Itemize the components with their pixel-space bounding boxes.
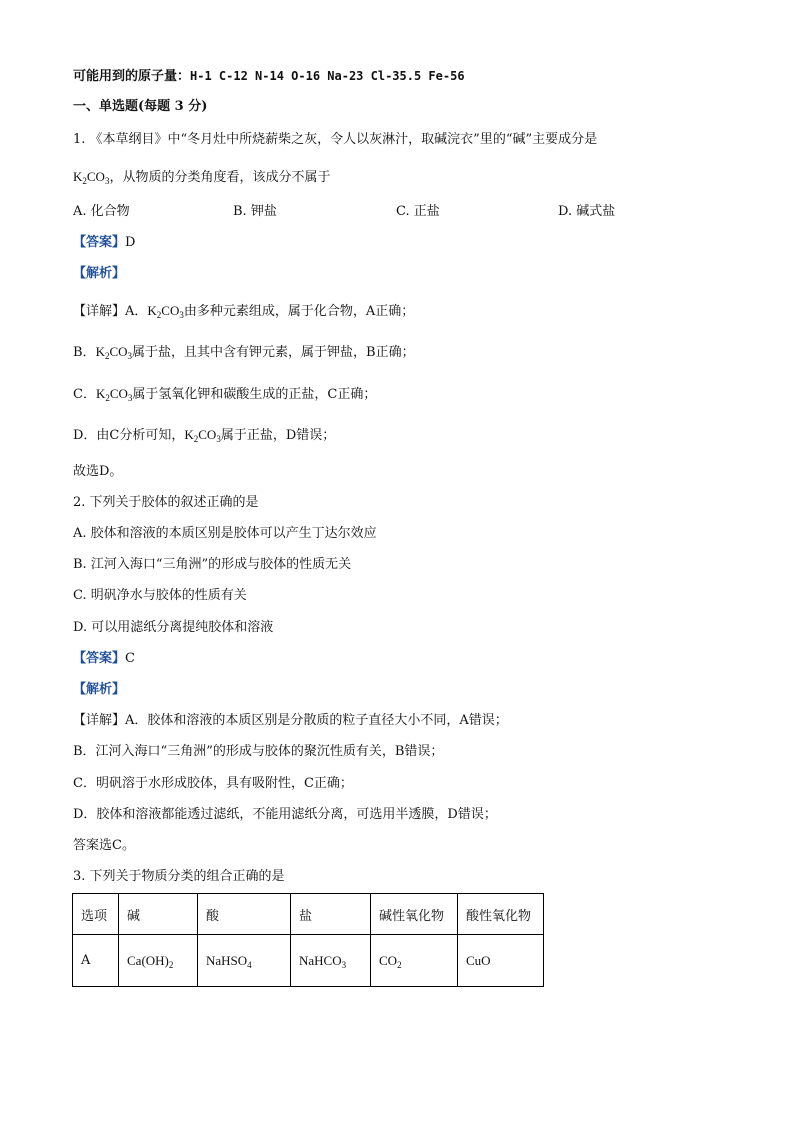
q1-answer [73, 234, 135, 252]
table-cell-option: A [73, 935, 119, 987]
q1-option-b: B. 钾盐 [233, 204, 277, 219]
q1-option-a: A. 化合物 [73, 204, 130, 219]
q3-classification-table [72, 893, 544, 987]
q2-detail-d: D．胶体和溶液都能透过滤纸，不能用滤纸分离，可选用半透膜，D错误； [73, 807, 497, 822]
q2-option-a: A. 胶体和溶液的本质区别是胶体可以产生丁达尔效应 [73, 526, 377, 541]
q3-stem: 3. 下列关于物质分类的组合正确的是 [73, 869, 285, 884]
q2-option-c: C. 明矾净水与胶体的性质有关 [73, 588, 247, 603]
q1-detail-c: C．$K_2CO_3$属于氢氧化钾和碳酸生成的正盐，C正确； [73, 386, 377, 403]
answer-label: 【答案】 [73, 651, 126, 666]
table-header-row [73, 894, 544, 935]
table-cell-salt: NaHCO$_3$ [291, 935, 371, 987]
atomic-mass-label: 可能用到的原子量： [73, 69, 191, 84]
atomic-mass-header [73, 67, 465, 86]
q2-option-b: B. 江河入海口“三角洲”的形成与胶体的性质无关 [73, 557, 352, 572]
q2-conclusion: 答案选C。 [73, 838, 135, 853]
q2-detail-a: 【详解】A．胶体和溶液的本质区别是分散质的粒子直径大小不同，A错误； [73, 713, 508, 728]
q1-detail-b-formula: $K_2CO_3$ [95, 344, 133, 361]
q1-detail-d-formula: $K_2CO_3$ [184, 427, 221, 444]
table-cell-acid: NaHSO$_4$ [198, 935, 291, 987]
q1-formula: $K_2CO_3$ [73, 169, 110, 186]
table-header-cell: 酸性氧化物 [458, 894, 544, 935]
q1-stem-suffix: ，从物质的分类角度看，该成分不属于 [109, 170, 331, 185]
q1-detail-c-formula: $K_2CO_3$ [95, 386, 133, 403]
atomic-mass-values: H-1 C-12 N-14 O-16 Na-23 Cl-35.5 Fe-56 [190, 69, 465, 83]
table-header-cell: 选项 [73, 894, 119, 935]
q2-detail-b: B．江河入海口“三角洲”的形成与胶体的聚沉性质有关，B错误； [73, 744, 444, 759]
q2-option-d: D. 可以用滤纸分离提纯胶体和溶液 [73, 620, 274, 635]
q1-stem-line2 [73, 168, 330, 187]
q1-conclusion: 故选D。 [73, 464, 123, 479]
q1-detail-a-formula: $K_2CO_3$ [147, 303, 184, 320]
q1-detail-a: 【详解】A．$K_2CO_3$由多种元素组成，属于化合物，A正确； [73, 303, 415, 320]
q2-answer-value: C [125, 651, 135, 666]
q2-analysis-label: 【解析】 [73, 682, 126, 697]
q1-analysis-label: 【解析】 [73, 266, 126, 281]
answer-label: 【答案】 [73, 235, 126, 250]
q1-option-c: C. 正盐 [396, 204, 440, 219]
table-cell-basic-oxide: $CO_2$ [371, 935, 458, 987]
section-title: 一、单选题(每题 3 分) [73, 99, 208, 114]
table-row [73, 935, 544, 987]
q1-stem-line1: 1. 《本草纲目》中“冬月灶中所烧薪柴之灰，令人以灰淋汁，取碱浣衣”里的“碱”主要成分是 [73, 132, 598, 147]
table-header-cell: 酸 [198, 894, 291, 935]
q1-detail-d: D．由C分析可知，$K_2CO_3$属于正盐，D错误； [73, 427, 336, 444]
q2-stem: 2. 下列关于胶体的叙述正确的是 [73, 495, 259, 510]
table-cell-acidic-oxide: CuO [458, 935, 544, 987]
table-header-cell: 碱 [119, 894, 198, 935]
q1-option-d: D. 碱式盐 [558, 204, 616, 219]
q2-detail-c: C．明矾溶于水形成胶体，具有吸附性，C正确； [73, 776, 353, 791]
table-header-cell: 盐 [291, 894, 371, 935]
q1-answer-value: D [125, 235, 136, 250]
table-cell-base: $Ca(OH)_2$ [119, 935, 198, 987]
q2-answer [73, 650, 135, 668]
q1-detail-b: B．$K_2CO_3$属于盐，且其中含有钾元素，属于钾盐，B正确； [73, 344, 415, 361]
table-header-cell: 碱性氧化物 [371, 894, 458, 935]
